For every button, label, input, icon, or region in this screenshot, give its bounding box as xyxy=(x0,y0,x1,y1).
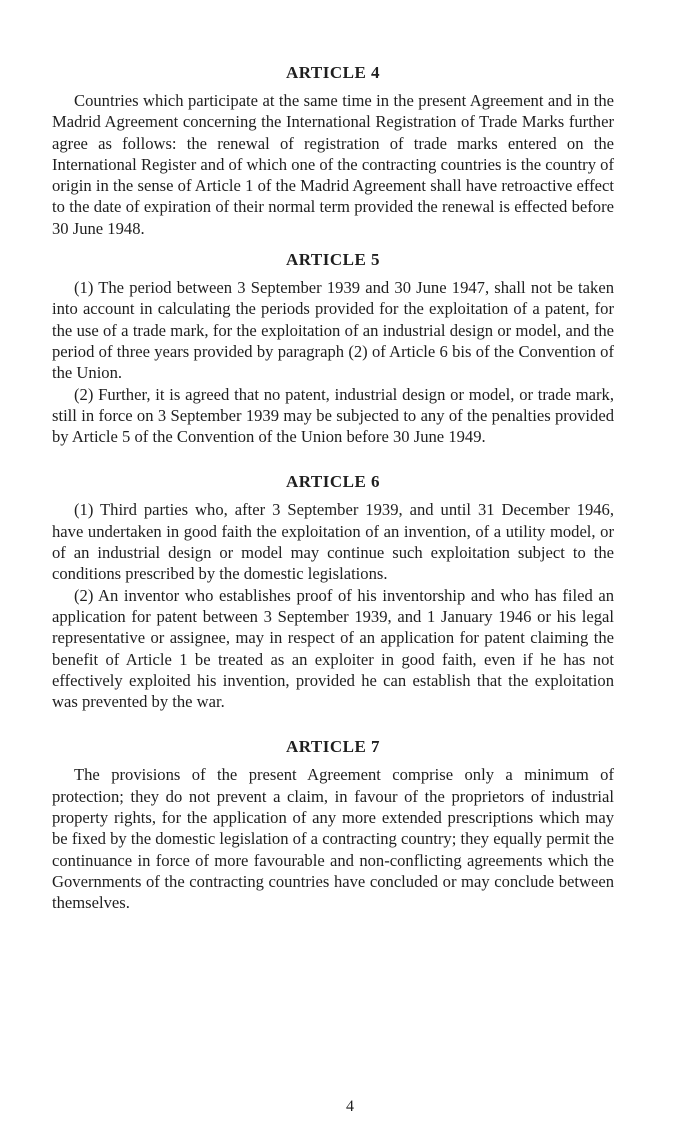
article-4 xyxy=(52,62,614,239)
article-paragraph: (1) The period between 3 September 1939 and 30 June 1947, shall not be taken into account in calculating the periods provided for the exploitation of a patent, for the use of a trade mark, for the exploitation of an industrial design or model, and the period of three years provided by paragraph (2) of Article 6 bis of the Convention of the Union. xyxy=(52,278,614,383)
article-6 xyxy=(52,471,614,712)
article-heading: ARTICLE 5 xyxy=(285,250,381,270)
article-paragraph: (2) Further, it is agreed that no patent, industrial design or model, or trade mark, still in force on 3 September 1939 may be subjected to any of the penalties provided by Article 5 of the Convention of the Union before 30 June 1949. xyxy=(52,384,614,447)
article-heading: ARTICLE 4 xyxy=(285,63,381,82)
article-paragraph: (2) An inventor who establishes proof of his inventorship and who has filed an application for patent between 3 September 1939, and 1 January 1946 or his legal representative or assignee, may in respect of an application for patent claiming the benefit of Article 1 be treated as an exploiter in good faith, even if he has not effectively exploited his invention, provided he can establish that the exploitation was prevented by the war. xyxy=(52,585,614,712)
article-heading: ARTICLE 6 xyxy=(285,472,381,492)
article-paragraph: The provisions of the present Agreement comprise only a minimum of protection; they do not prevent a claim, in favour of the proprietors of industrial property rights, for the application of any more extended prescriptions which may be fixed by the domestic legislation of a contracting country; they equally permit the continuance in force of more favourable and non-conflicting agreements which the Governments of the contracting countries have concluded or may conclude between themselves. xyxy=(52,765,614,913)
article-heading: ARTICLE 7 xyxy=(285,737,381,757)
article-5 xyxy=(52,249,614,447)
document-page xyxy=(52,62,614,914)
article-paragraph: Countries which participate at the same time in the present Agreement and in the Madrid Agreement concerning the International Registration of Trade Marks further agree as follows: the renewal of registration of trade marks entered on the International Register and of which one of the contracting countries is the country of origin in the sense of Article 1 of the Madrid Agreement shall have retroactive effect to the date of expiration of their normal term provided the renewal is effected before 30 June 1948. xyxy=(52,91,614,238)
article-paragraph: (1) Third parties who, after 3 September 1939, and until 31 December 1946, have undertaken in good faith the exploitation of an invention, of a utility model, or of an industrial design or model may continue such exploitation subject to the conditions prescribed by the domestic legislations. xyxy=(52,500,614,584)
page-number: 4 xyxy=(346,1098,354,1115)
article-7 xyxy=(52,736,614,913)
